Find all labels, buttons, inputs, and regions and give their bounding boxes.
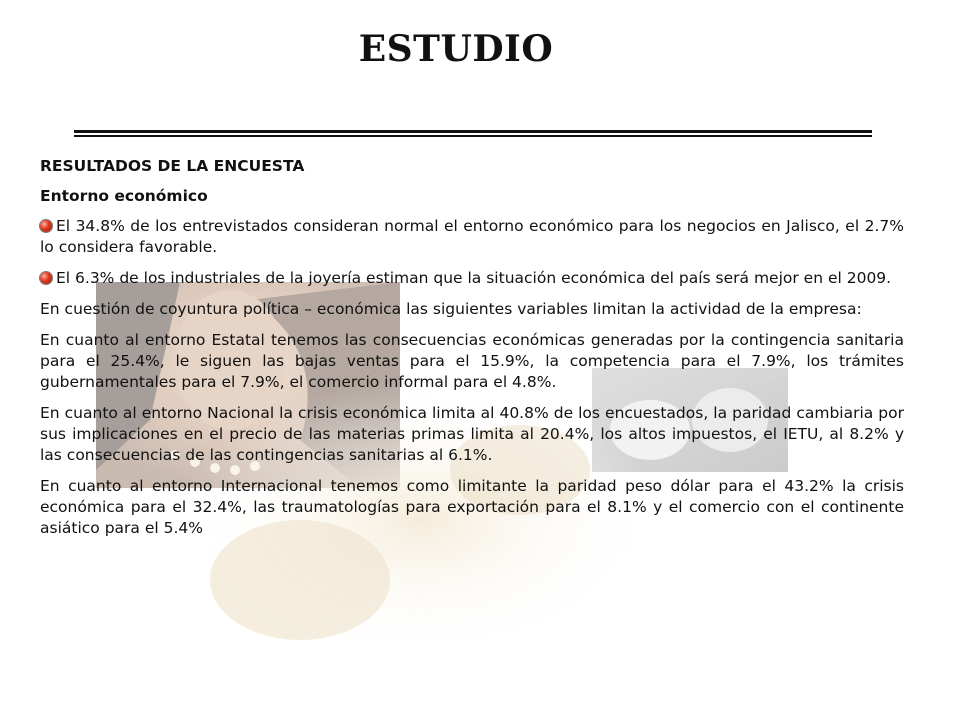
title-divider	[74, 130, 872, 137]
subheading: Entorno económico	[40, 187, 208, 205]
red-sphere-bullet-icon	[40, 220, 52, 232]
paragraph: En cuanto al entorno Internacional tenemos como limitante la paridad peso dólar para el 43.2% la crisis económica para el 32.4%, las traumatologías para exportación para el 8.1% y el comercio con el continente asiático para el 5.4%	[40, 477, 904, 537]
page-title: ESTUDIO	[358, 28, 554, 70]
paragraph: En cuanto al entorno Estatal tenemos las consecuencias económicas generadas por la contingencia sanitaria para el 25.4%, le siguen las bajas ventas para el 15.9%, la competencia para el 7.9%, los trámites gubernamentales para el 7.9%, el comercio informal para el 4.8%.	[40, 331, 904, 391]
section-heading: RESULTADOS DE LA ENCUESTA	[40, 157, 305, 175]
bullet-item: El 34.8% de los entrevistados consideran normal el entorno económico para los negocios en Jalisco, el 2.7% lo considera favorable.	[40, 217, 904, 256]
paragraph: En cuestión de coyuntura política – económica las siguientes variables limitan la actividad de la empresa:	[40, 300, 862, 318]
red-sphere-bullet-icon	[40, 272, 52, 284]
bullet-item: El 6.3% de los industriales de la joyería estiman que la situación económica del país será mejor en el 2009.	[40, 268, 904, 289]
paragraph: En cuanto al entorno Nacional la crisis económica limita al 40.8% de los encuestados, la paridad cambiaria por sus implicaciones en el precio de las materias primas limita al 20.4%, los altos impuestos, el IETU, al 8.2% y las consecuencias de las contingencias sanitarias al 6.1%.	[40, 404, 904, 464]
body-text	[40, 156, 904, 549]
